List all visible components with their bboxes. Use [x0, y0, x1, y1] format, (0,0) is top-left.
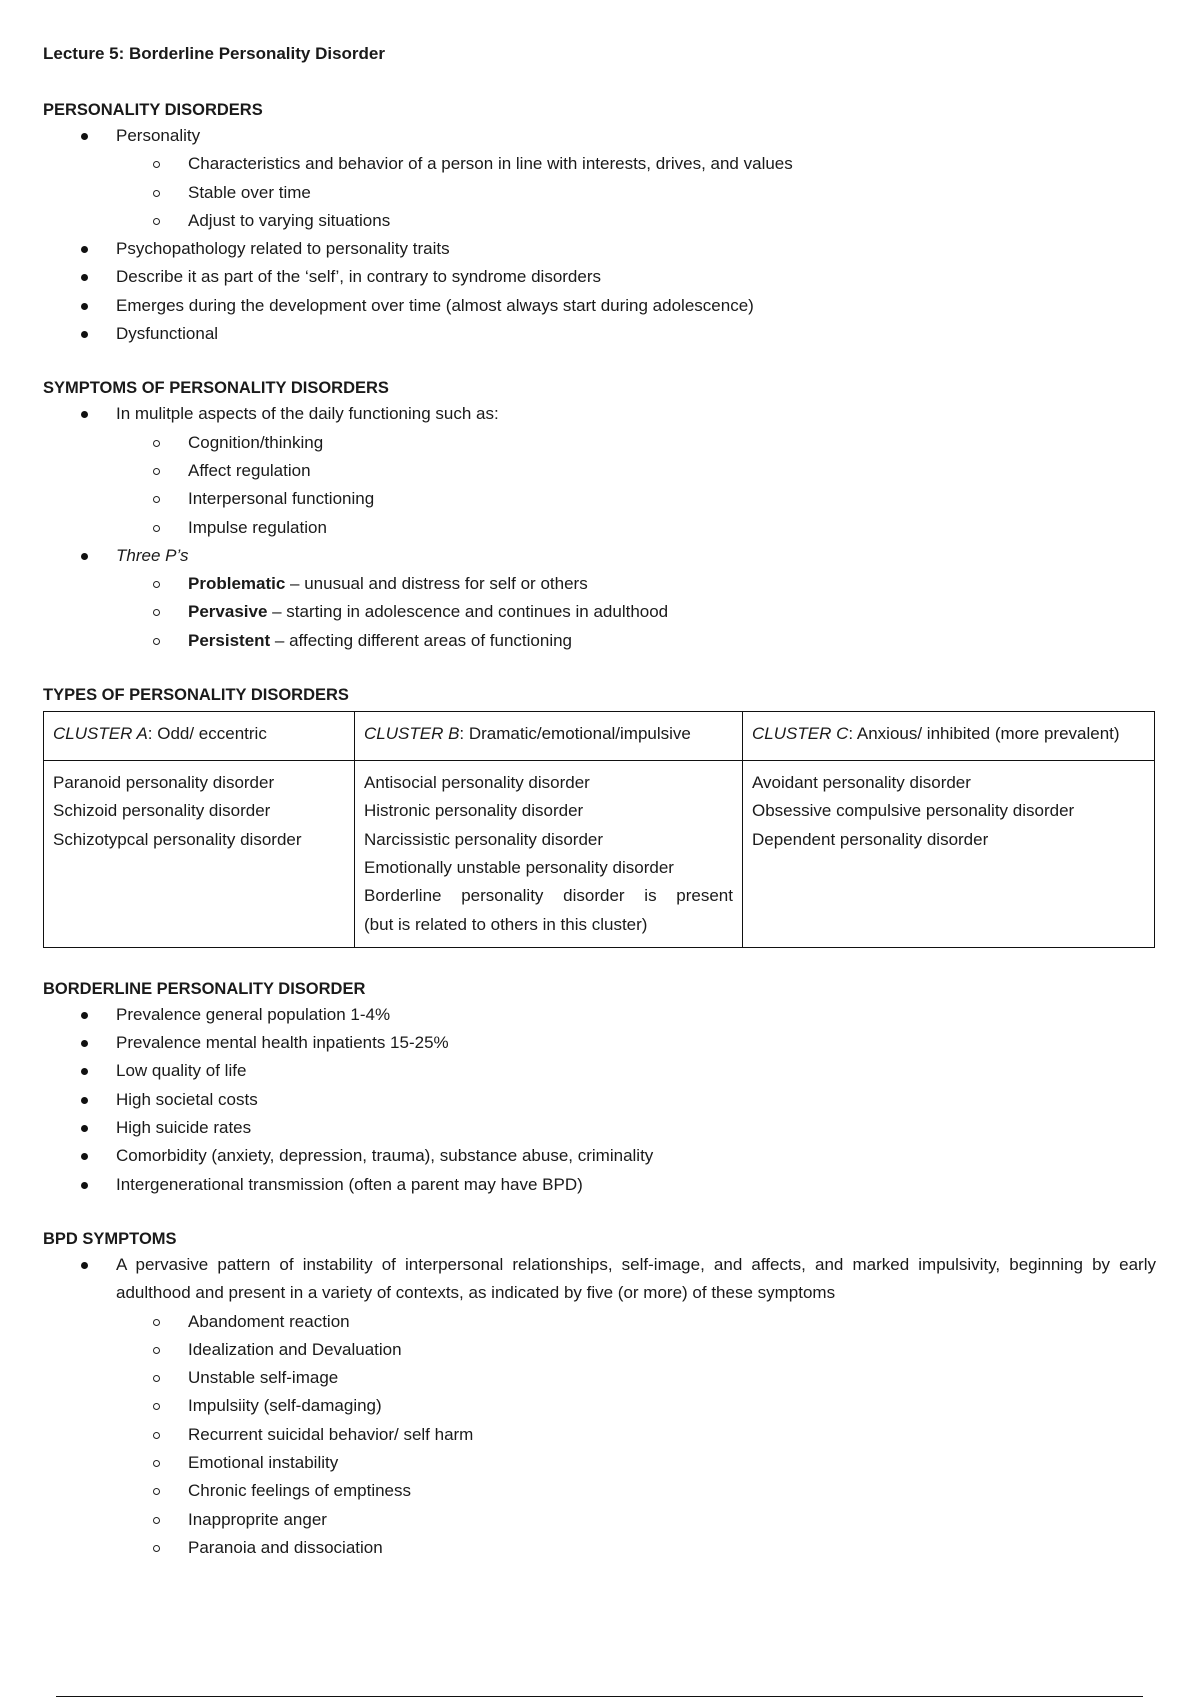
list-item: Prevalence general population 1-4% [43, 1001, 1156, 1029]
sub-list-item: Impulse regulation [43, 514, 1156, 542]
sub-list-item: Abandoment reaction [43, 1308, 1156, 1336]
list-item: Emerges during the development over time (almost always start during adolescence) [43, 292, 1156, 320]
table-header-cell: CLUSTER A: Odd/ eccentric [44, 712, 355, 761]
section-types [43, 683, 1156, 948]
sub-list-item: Inapproprite anger [43, 1506, 1156, 1534]
sub-list-item: Problematic – unusual and distress for self or others [43, 570, 1156, 598]
table-cell: Paranoid personality disorder Schizoid personality disorder Schizotypcal personality disorder [44, 761, 355, 948]
list-item: Comorbidity (anxiety, depression, trauma), substance abuse, criminality [43, 1142, 1156, 1170]
list-item: Dysfunctional [43, 320, 1156, 348]
sub-list-item: Adjust to varying situations [43, 207, 1156, 235]
sub-list-item: Chronic feelings of emptiness [43, 1477, 1156, 1505]
list-item: Three P’s Problematic – unusual and distress for self or others Pervasive – starting in adolescence and continues in adulthood Persistent – affecting different areas of functioning [43, 542, 1156, 655]
document-title: Lecture 5: Borderline Personality Disorder [43, 44, 385, 63]
list-item: In mulitple aspects of the daily functioning such as: Cognition/thinking Affect regulation Interpersonal functioning Impulse regulation [43, 400, 1156, 541]
bullet-list [43, 1001, 1156, 1199]
sub-list-item: Cognition/thinking [43, 429, 1156, 457]
sub-list-item: Stable over time [43, 179, 1156, 207]
table-header-row [44, 712, 1155, 761]
section-symptoms [43, 376, 1156, 655]
sub-bullet-list [116, 1308, 1156, 1563]
bullet-list [43, 122, 1156, 348]
list-item: Low quality of life [43, 1057, 1156, 1085]
sub-list-item: Affect regulation [43, 457, 1156, 485]
sub-list-item: Characteristics and behavior of a person in line with interests, drives, and values [43, 150, 1156, 178]
list-item: Describe it as part of the ‘self’, in contrary to syndrome disorders [43, 263, 1156, 291]
sub-list-item: Pervasive – starting in adolescence and continues in adulthood [43, 598, 1156, 626]
sub-list-item: Idealization and Devaluation [43, 1336, 1156, 1364]
clusters-table [43, 711, 1155, 948]
sub-list-item: Impulsiity (self-damaging) [43, 1392, 1156, 1420]
section-heading: BPD SYMPTOMS [43, 1229, 177, 1248]
bottom-divider [56, 1696, 1143, 1697]
section-heading: TYPES OF PERSONALITY DISORDERS [43, 686, 349, 705]
document-page [43, 42, 1156, 1590]
sub-bullet-list [116, 429, 1156, 542]
section-bpd [43, 977, 1156, 1199]
list-item: A pervasive pattern of instability of interpersonal relationships, self-image, and affects, and marked impulsivity, beginning by early adulthood and present in a variety of contexts, as indicated by five (or more) of these symptoms Abandoment reaction Idealization and Devaluation Unstable self-image Impulsiity (self-damaging) Recurrent suicidal behavior/ self harm Emotional instability Chronic feelings of emptiness Inapproprite anger Paranoia and dissociation [43, 1251, 1156, 1562]
list-item: Personality Characteristics and behavior of a person in line with interests, drives, and values Stable over time Adjust to varying situations [43, 122, 1156, 235]
section-bpd-symptoms [43, 1227, 1156, 1562]
bullet-list [43, 400, 1156, 655]
sub-bullet-list [116, 150, 1156, 235]
table-header-cell: CLUSTER C: Anxious/ inhibited (more prevalent) [743, 712, 1155, 761]
section-heading: SYMPTOMS OF PERSONALITY DISORDERS [43, 379, 389, 398]
sub-bullet-list [116, 570, 1156, 655]
sub-list-item: Unstable self-image [43, 1364, 1156, 1392]
bullet-list [43, 1251, 1156, 1562]
sub-list-item: Emotional instability [43, 1449, 1156, 1477]
list-item: High societal costs [43, 1086, 1156, 1114]
table-header-cell: CLUSTER B: Dramatic/emotional/impulsive [355, 712, 743, 761]
list-item: Psychopathology related to personality traits [43, 235, 1156, 263]
list-item: High suicide rates [43, 1114, 1156, 1142]
sub-list-item: Interpersonal functioning [43, 485, 1156, 513]
sub-list-item: Recurrent suicidal behavior/ self harm [43, 1421, 1156, 1449]
section-heading: BORDERLINE PERSONALITY DISORDER [43, 979, 366, 998]
list-item: Intergenerational transmission (often a parent may have BPD) [43, 1171, 1156, 1199]
list-item: Prevalence mental health inpatients 15-25% [43, 1029, 1156, 1057]
section-heading: PERSONALITY DISORDERS [43, 101, 263, 119]
section-personality-disorders [43, 98, 1156, 348]
sub-list-item: Persistent – affecting different areas of functioning [43, 627, 1156, 655]
table-cell: Antisocial personality disorder Histronic personality disorder Narcissistic personality disorder Emotionally unstable personality disorder Borderline personality disorder is present (but is related to others in this cluster) [355, 761, 743, 948]
table-cell: Avoidant personality disorder Obsessive compulsive personality disorder Dependent personality disorder [743, 761, 1155, 948]
sub-list-item: Paranoia and dissociation [43, 1534, 1156, 1562]
table-row [44, 761, 1155, 948]
